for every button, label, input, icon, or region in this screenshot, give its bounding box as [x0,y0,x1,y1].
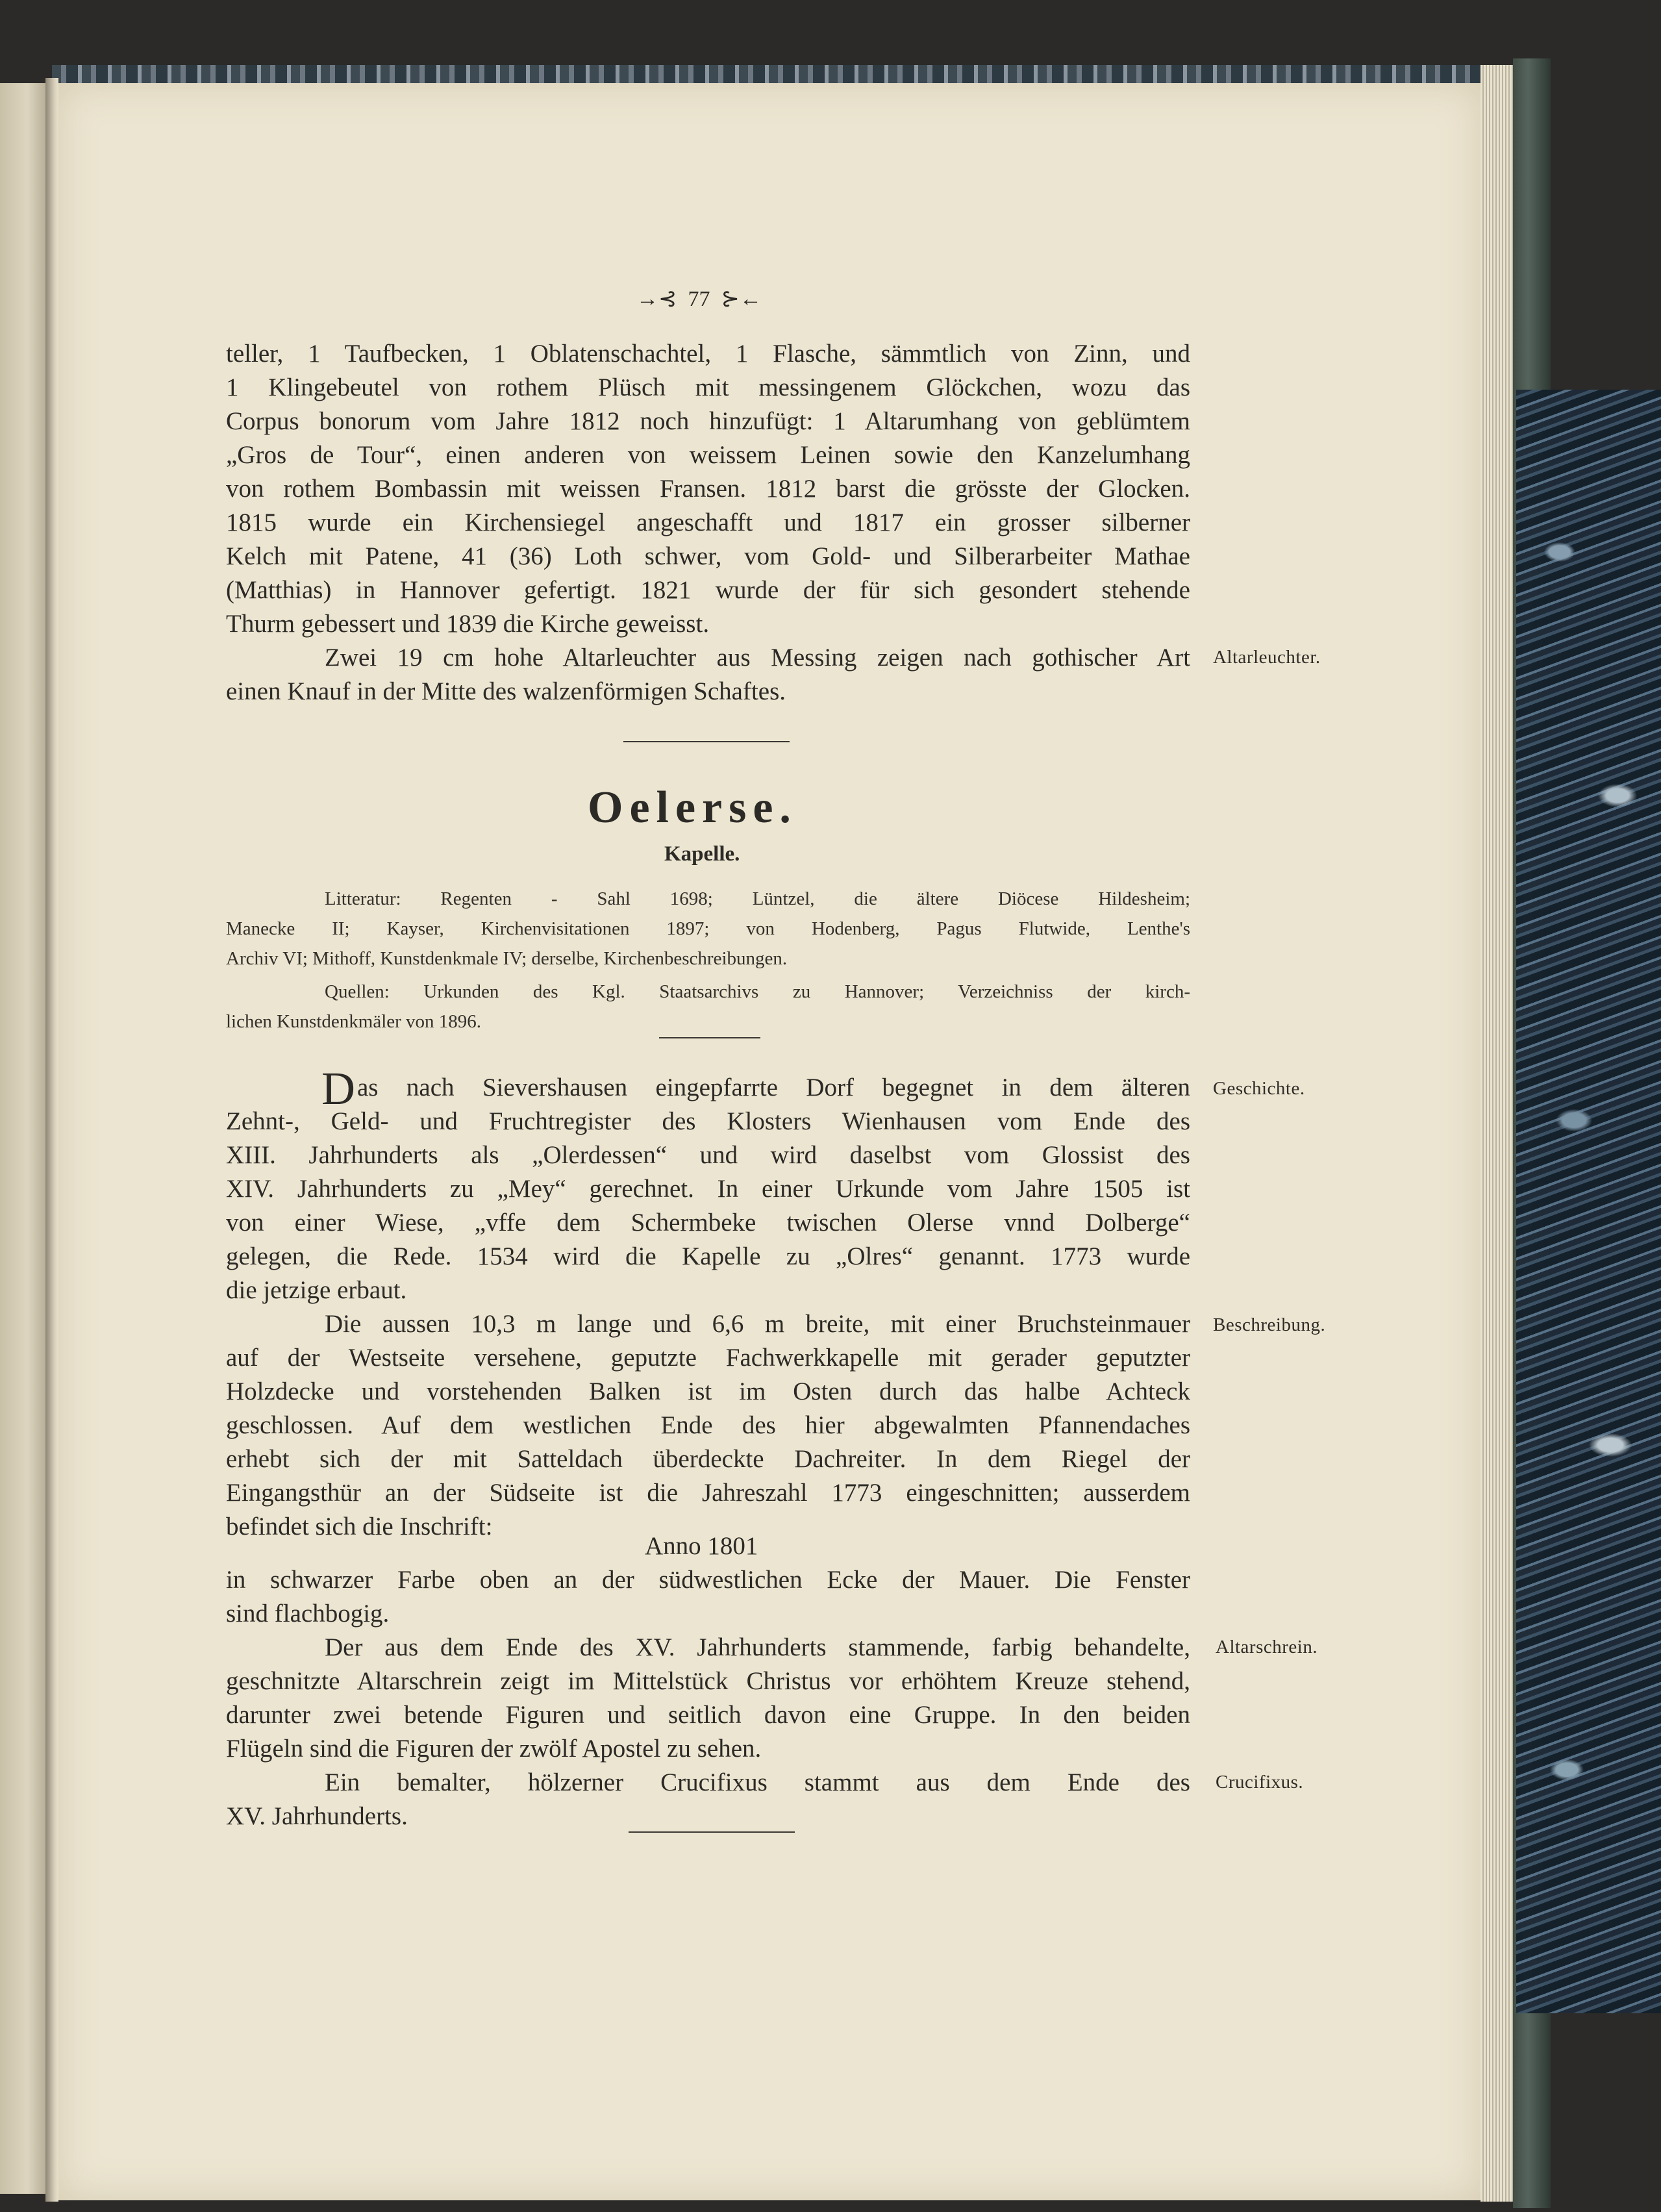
place-subtitle: Kapelle. [664,842,740,866]
text-line: XIV. Jahrhunderts zu „Mey“ gerechnet. In einer Urkunde vom Jahre 1505 ist [226,1175,1190,1203]
text-line: von einer Wiese, „vffe dem Schermbeke twischen Olerse vnnd Dolberge“ [226,1209,1190,1237]
text-line: (Matthias) in Hannover gefertigt. 1821 wurde der für sich gesondert stehende [226,576,1190,604]
marbled-cover [1516,390,1661,2013]
page-number: 77 [688,287,710,311]
text-line: teller, 1 Taufbecken, 1 Oblatenschachtel, 1 Flasche, sämmtlich von Zinn, und [226,340,1190,368]
text-line: XV. Jahrhunderts. [226,1802,408,1830]
book-gutter [45,78,58,2202]
sources-line: Quellen: Urkunden des Kgl. Staatsarchivs zu Hannover; Verzeichniss der kirch- [325,981,1190,1002]
text-line: sind flachbogig. [226,1600,390,1628]
text-line: Thurm gebessert und 1839 die Kirche geweisst. [226,610,710,638]
section-divider [623,741,790,742]
text-line: Die aussen 10,3 m lange und 6,6 m breite, mit einer Bruchsteinmauer [325,1310,1190,1338]
margin-note-altarschrein: Altarschrein. [1216,1637,1318,1657]
end-divider [629,1831,795,1833]
text-line: geschlossen. Auf dem westlichen Ende des hier abgewalmten Pfannendaches [226,1411,1190,1439]
place-title: Oelerse. [588,783,797,833]
text-line: 1815 wurde ein Kirchensiegel angeschafft und 1817 ein grosser silberner [226,509,1190,536]
text-line: XIII. Jahrhunderts als „Olerdessen“ und wird daselbst vom Glossist des [226,1141,1190,1169]
margin-note-crucifixus: Crucifixus. [1216,1772,1304,1792]
drop-cap: D [321,1062,355,1114]
margin-note-altarleuchter: Altarleuchter. [1213,647,1321,668]
text-line: einen Knauf in der Mitte des walzenförmigen Schaftes. [226,677,786,705]
text-line: gelegen, die Rede. 1534 wird die Kapelle zu „Olres“ genannt. 1773 wurde [226,1242,1190,1270]
text-line: as nach Sievershausen eingepfarrte Dorf begegnet in dem älteren [357,1074,1190,1101]
text-line: Holzdecke und vorstehenden Balken ist im Osten durch das halbe Achteck [226,1377,1190,1405]
text-line: geschnitzte Altarschrein zeigt im Mittelstück Christus vor erhöhtem Kreuze stehend, [226,1667,1190,1695]
text-line: Zwei 19 cm hohe Altarleuchter aus Messing zeigen nach gothischer Art [325,644,1190,672]
book-spine-band [52,65,1532,84]
margin-note-beschreibung: Beschreibung. [1213,1314,1326,1335]
ornament-left: →⊰ [636,287,677,311]
text-line: 1 Klingebeutel von rothem Plüsch mit messingenem Glöckchen, wozu das [226,373,1190,401]
text-line: Der aus dem Ende des XV. Jahrhunderts stammende, farbig behandelte, [325,1633,1190,1661]
literature-line: Manecke II; Kayser, Kirchenvisitationen 1897; von Hodenberg, Pagus Flutwide, Lenthe's [226,918,1190,939]
text-line: Corpus bonorum vom Jahre 1812 noch hinzufügt: 1 Altarumhang von geblümtem [226,407,1190,435]
sources-line: lichen Kunstdenkmäler von 1896. [226,1011,482,1032]
text-line: Ein bemalter, hölzerner Crucifixus stammt aus dem Ende des [325,1768,1190,1796]
page-header [636,286,762,312]
page-edges [1480,65,1513,2202]
ornament-right: ⊱← [721,287,762,311]
text-line: darunter zwei betende Figuren und seitlich davon eine Gruppe. In den beiden [226,1701,1190,1729]
literature-line: Litteratur: Regenten - Sahl 1698; Lüntzel, die ältere Diöcese Hildesheim; [325,888,1190,909]
margin-note-geschichte: Geschichte. [1213,1078,1305,1099]
text-line: „Gros de Tour“, einen anderen von weissem Leinen sowie den Kanzelumhang [226,441,1190,469]
text-line: die jetzige erbaut. [226,1276,407,1304]
inscription: Anno 1801 [645,1532,758,1560]
text-line: Kelch mit Patene, 41 (36) Loth schwer, vom Gold- und Silberarbeiter Mathae [226,542,1190,570]
left-page-edge [0,83,45,2194]
literature-line: Archiv VI; Mithoff, Kunstdenkmale IV; derselbe, Kirchenbeschreibungen. [226,948,788,969]
text-line: erhebt sich der mit Satteldach überdeckte Dachreiter. In dem Riegel der [226,1445,1190,1473]
text-line: von rothem Bombassin mit weissen Fransen. 1812 barst die grösste der Glocken. [226,475,1190,503]
text-line: Zehnt-, Geld- und Fruchtregister des Klosters Wienhausen vom Ende des [226,1107,1190,1135]
literature-divider [659,1037,760,1038]
text-line: befindet sich die Inschrift: [226,1513,493,1540]
text-line: Flügeln sind die Figuren der zwölf Apostel zu sehen. [226,1735,762,1763]
text-line: in schwarzer Farbe oben an der südwestlichen Ecke der Mauer. Die Fenster [226,1566,1190,1594]
text-line: auf der Westseite versehene, geputzte Fachwerkkapelle mit gerader geputzter [226,1344,1190,1372]
text-line: Eingangsthür an der Südseite ist die Jahreszahl 1773 eingeschnitten; ausserdem [226,1479,1190,1507]
